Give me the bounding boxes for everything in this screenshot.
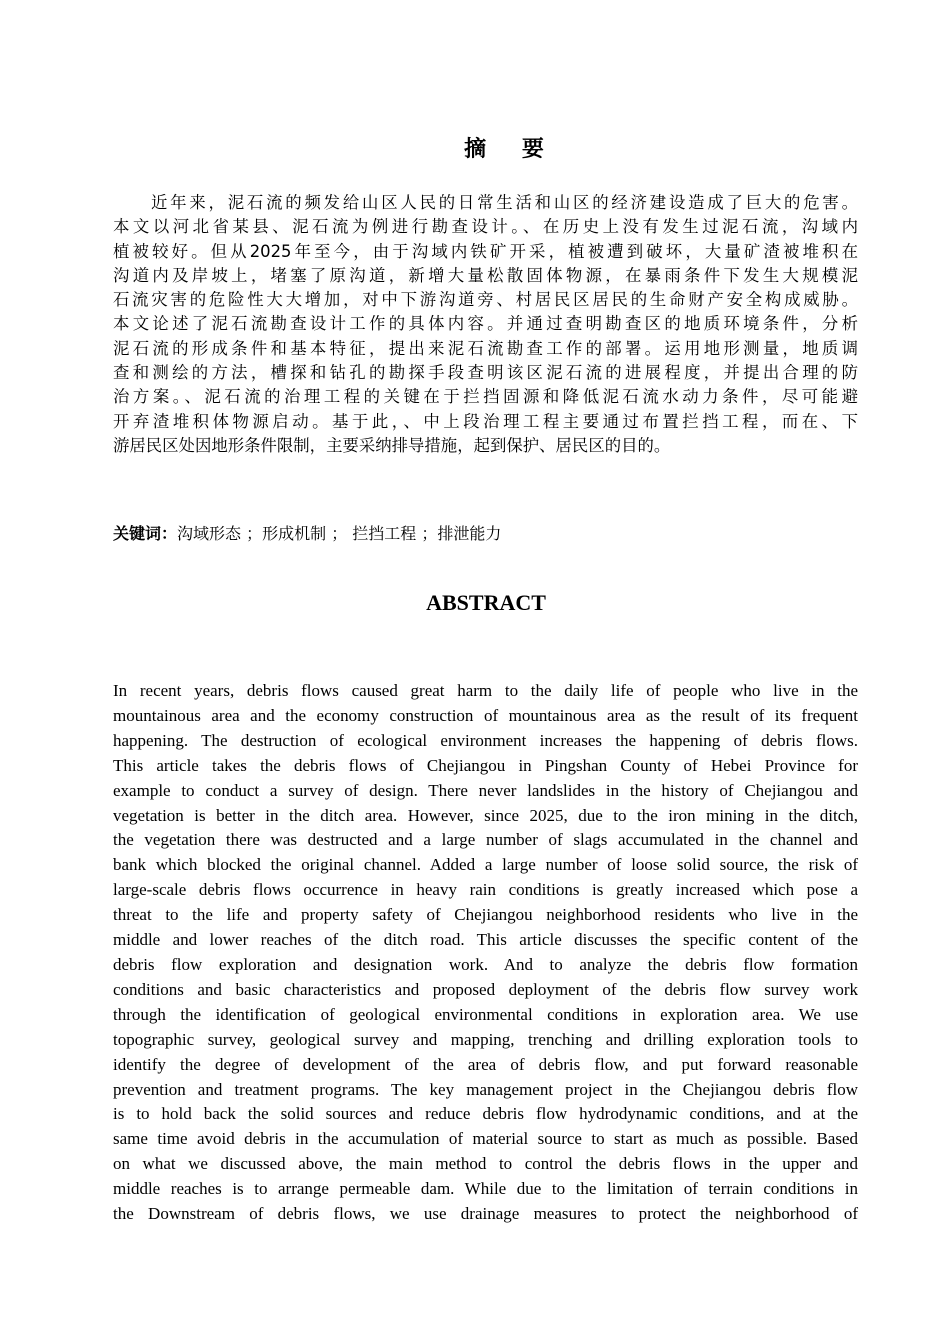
keywords-label: 关键词： (113, 524, 178, 543)
text-line: threat to the life and property safety of Chejiangou neighborhood residents who live in the (113, 905, 858, 925)
text-line: This article takes the debris flows of Chejiangou in Pingshan County of Hebei Province for (113, 755, 858, 775)
text-line: 游居民区处因地形条件限制，主要采纳排导措施，起到保护、居民区的目的。 (113, 435, 671, 455)
text-line: prevention and treatment programs. The key management project in the Chejiangou debris flow (113, 1079, 858, 1099)
text-line: 治方案。、泥石流的治理工程的关键在于拦挡固源和降低泥石流水动力条件，尽可能避 (113, 387, 858, 407)
text-line: large-scale debris flows occurrence in heavy rain conditions is greatly increased which pose a (113, 880, 858, 900)
text-line: is to hold back the solid sources and reduce debris flow hydrodynamic conditions, and at the (113, 1104, 858, 1124)
text-line: In recent years, debris flows caused great harm to the daily life of people who live in the (113, 681, 858, 700)
text-line: 石流灾害的危险性大大增加，对中下游沟道旁、村居民区居民的生命财产安全构成威胁。 (113, 290, 858, 310)
text-line: 开弃渣堆积体物源启动。基于此，、中上段治理工程主要通过布置拦挡工程，而在、下 (113, 411, 858, 431)
text-line: happening. The destruction of ecological environment increases the happening of debris flows. (113, 730, 858, 750)
text-line: vegetation is better in the ditch area. However, since 2025, due to the iron mining in the ditch, (113, 805, 858, 825)
text-line: mountainous area and the economy construction of mountainous area as the result of its frequent (113, 705, 858, 725)
text-line: 查和测绘的方法，槽探和钻孔的勘探手段查明该区泥石流的进展程度，并提出合理的防 (113, 363, 858, 383)
keywords-text: 沟域形态 ；形成机制 ； 拦挡工程 ；排泄能力 (177, 524, 502, 543)
text-line: 沟道内及岸坡上，堵塞了原沟道，新增大量松散固体物源，在暴雨条件下发生大规模泥 (113, 265, 858, 285)
text-line: through the identification of geological environmental conditions in exploration area. We use (113, 1004, 858, 1024)
text-line: conditions and basic characteristics and proposed deployment of the debris flow survey work (113, 979, 858, 999)
text-line: same time avoid debris in the accumulation of material source to start as much as possible. Based (113, 1129, 858, 1149)
text-line: 植被较好。但从2025年至今，由于沟域内铁矿开采，植被遭到破坏，大量矿渣被堆积在 (113, 241, 858, 261)
abstract-cn-body (113, 191, 858, 458)
text-line: debris flow exploration and designation work. And to analyze the debris flow formation (113, 954, 858, 974)
text-line: on what we discussed above, the main method to control the debris flows in the upper and (113, 1154, 858, 1174)
text-line: 本文以河北省某县、泥石流为例进行勘查设计。、在历史上没有发生过泥石流，沟域内 (113, 217, 858, 237)
abstract-en-title: ABSTRACT (426, 590, 546, 615)
text-line: example to conduct a survey of design. There never landslides in the history of Chejiangou and (113, 780, 858, 800)
text-line: topographic survey, geological survey and mapping, trenching and drilling exploration tools to (113, 1029, 858, 1049)
text-line: middle and lower reaches of the ditch road. This article discusses the specific content of the (113, 930, 858, 950)
keywords-line (113, 521, 501, 544)
text-line: identify the degree of development of the area of debris flow, and put forward reasonable (113, 1054, 858, 1074)
text-line: 本文论述了泥石流勘查设计工作的具体内容。并通过查明勘查区的地质环境条件，分析 (113, 314, 858, 334)
text-line: 近年来，泥石流的频发给山区人民的日常生活和山区的经济建设造成了巨大的危害。 (151, 193, 858, 212)
text-line: the Downstream of debris flows, we use drainage measures to protect the neighborhood of (113, 1204, 858, 1224)
text-line: 泥石流的形成条件和基本特征，提出来泥石流勘查工作的部署。运用地形测量，地质调 (113, 338, 858, 358)
text-line: middle reaches is to arrange permeable dam. While due to the limitation of terrain conditions in (113, 1179, 858, 1199)
text-line: bank which blocked the original channel. Added a large number of loose solid source, the risk of (113, 855, 858, 875)
abstract-en-body (113, 679, 858, 1227)
abstract-cn-title: 摘 要 (464, 137, 558, 162)
text-line: the vegetation there was destructed and a large number of slags accumulated in the channel and (113, 830, 858, 850)
